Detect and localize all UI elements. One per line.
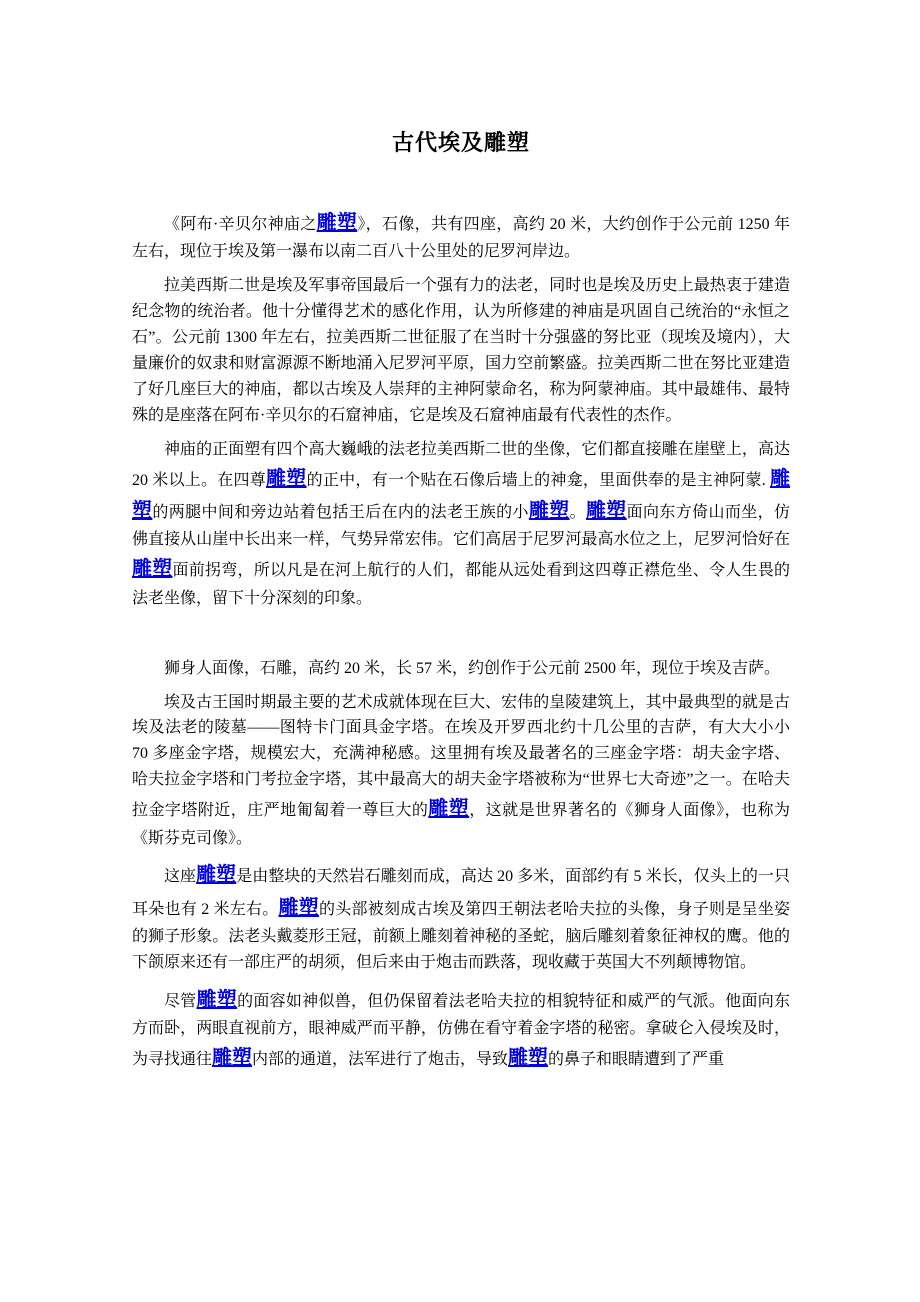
text-run: 的正中，有一个贴在石像后墙上的神龛，里面供奉的是主神阿蒙. [306,471,770,489]
para-temple-facade [132,437,790,612]
para-sphinx-carving [132,859,790,976]
text-run: 是由整块的天然岩石雕刻而成，高达 20 多米，面部约有 5 米长，仅头上的一只耳朵也有 2 米左右。 [132,868,790,918]
text-run: 《阿布·辛贝尔神庙之 [164,216,317,233]
sculpture-link[interactable]: 雕塑 [278,896,319,919]
text-run: 尽管 [164,993,197,1011]
sculpture-link[interactable]: 雕塑 [585,500,627,523]
text-run: 面向东方倚山而坐，仿佛直接从山崖中长出来一样，气势异常宏伟。它们高居于尼罗河最高水位之上，尼罗河恰好在 [132,504,790,549]
text-run: 拉美西斯二世是埃及军事帝国最后一个强有力的法老，同时也是埃及历史上最热衷于建造纪念物的统治者。他十分懂得艺术的感化作用，认为所修建的神庙是巩固自己统治的“永恒之石”。公元前 1300 年左右，拉美西斯二世征服了在当时十分强盛的努比亚（现埃及境内），大量廉价的奴隶和财富源源不断地涌入尼罗河平原，国力空前繁盛。拉美西斯二世在努比亚建造了好几座巨大的神庙，都以古埃及人崇拜的主神阿蒙命名，称为阿蒙神庙。其中最雄伟、最特殊的是座落在阿布·辛贝尔的石窟神庙，它是埃及石窟神庙最有代表性的杰作。 [132,277,790,424]
text-run: 的头部被刻成古埃及第四王朝法老哈夫拉的头像，身子则是呈坐姿的狮子形象。法老头戴菱形王冠，前额上雕刻着神秘的圣蛇，脑后雕刻着象征神权的鹰。他的下颌原来还有一部庄严的胡须，但后来由于炮击而跌落，现收藏于英国大不列颠博物馆。 [132,900,790,972]
para-sphinx-intro [132,656,790,682]
text-run: 的鼻子和眼睛遭到了严重 [548,1051,725,1069]
sculpture-link[interactable]: 雕塑 [212,1047,253,1070]
para-pyramids [132,690,790,852]
text-run: 狮身人面像，石雕，高约 20 米，长 57 米，约创作于公元前 2500 年，现位于埃及吉萨。 [164,659,781,677]
text-run: 的面容如神似兽，但仍保留着法老哈夫拉的相貌特征和威严的气派。他面向东方而卧，两眼直视前方，眼神威严而平静，仿佛在看守着金字塔的秘密。拿破仑入侵埃及时，为寻找通往 [132,993,790,1069]
sculpture-link[interactable]: 雕塑 [132,467,790,523]
text-run: 这座 [164,868,197,886]
sculpture-link[interactable]: 雕塑 [528,500,570,523]
para-sphinx-face [132,984,790,1075]
sculpture-link[interactable]: 雕塑 [196,989,238,1012]
sculpture-link[interactable]: 雕塑 [266,467,307,490]
page-title: 古代埃及雕塑 [391,130,530,155]
sculpture-link[interactable]: 雕塑 [428,798,470,821]
text-run: 面前拐弯，所以凡是在河上航行的人们，都能从远处看到这四尊正襟危坐、令人生畏的法老坐像，留下十分深刻的印象。 [132,562,790,607]
sculpture-link[interactable]: 雕塑 [196,864,237,887]
document-body [132,207,790,1075]
sculpture-link[interactable]: 雕塑 [508,1047,549,1070]
text-run: 神庙的正面塑有四个高大巍峨的法老拉美西斯二世的坐像，它们都直接雕在崖壁上，高达 20 米以上。在四尊 [132,440,790,489]
para-ramses-history [132,273,790,428]
text-run: 。 [569,504,586,522]
text-run: ，这就是世界著名的《狮身人面像》，也称为《斯芬克司像》。 [132,802,790,847]
text-run: 内部的通道，法军进行了炮击，导致 [252,1051,509,1069]
text-run: 埃及古王国时期最主要的艺术成就体现在巨大、宏伟的皇陵建筑上，其中最典型的就是古埃及法老的陵墓——图特卡门面具金字塔。在埃及开罗西北约十几公里的吉萨，有大大小小 70 多座金字塔，规模宏大，充满神秘感。这里拥有埃及最著名的三座金字塔：胡夫金字塔、哈夫拉金字塔和门考拉金字塔，其中最高大的胡夫金字塔被称为“世界七大奇迹”之一。在哈夫拉金字塔附近，庄严地匍匐着一尊巨大的 [132,693,790,820]
sculpture-link[interactable]: 雕塑 [316,212,358,234]
text-run: 的两腿中间和旁边站着包括王后在内的法老王族的小 [152,504,529,522]
para-abu-simbel-intro [132,207,790,265]
sculpture-link[interactable]: 雕塑 [132,558,173,581]
text-run: 》，石像，共有四座，高约 20 米，大约创作于公元前 1250 年左右，现位于埃及第一瀑布以南二百八十公里处的尼罗河岸边。 [132,216,790,261]
